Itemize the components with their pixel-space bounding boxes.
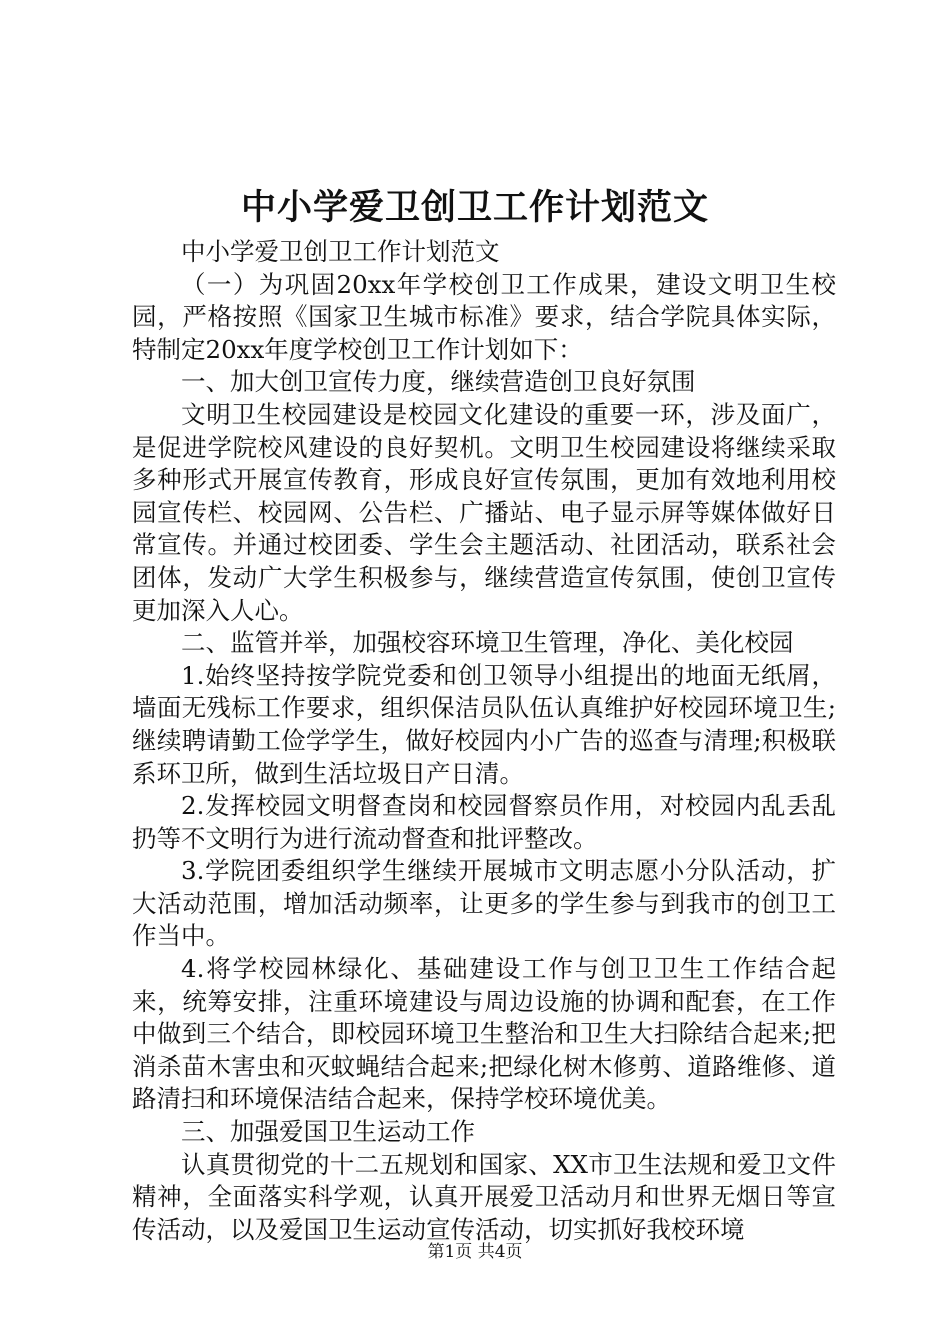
paragraph: 中小学爱卫创卫工作计划范文 <box>181 237 500 266</box>
document-title: 中小学爱卫创卫工作计划范文 <box>240 187 709 228</box>
paragraph: 2.发挥校园文明督查岗和校园督察员作用，对校园内乱丢乱扔等不文明行为进行流动督查和批评整改。 <box>132 791 836 853</box>
page-footer: 第1页 共4页 <box>427 1242 523 1262</box>
section-heading: 一、加大创卫宣传力度，继续营造创卫良好氛围 <box>181 367 696 397</box>
paragraph: 3.学院团委组织学生继续开展城市文明志愿小分队活动，扩大活动范围，增加活动频率，让更多的学生参与到我市的创卫工作当中。 <box>132 856 836 951</box>
section-heading: 二、监管并举，加强校容环境卫生管理，净化、美化校园 <box>181 628 794 658</box>
paragraph: 1.始终坚持按学院党委和创卫领导小组提出的地面无纸屑，墙面无残标工作要求，组织保洁员队伍认真维护好校园环境卫生;继续聘请勤工俭学学生，做好校园内小广告的巡查与清理;积极联系环卫所，做到生活垃圾日产日清。 <box>132 660 836 788</box>
section-heading: 三、加强爱国卫生运动工作 <box>181 1117 475 1147</box>
paragraph: 认真贯彻党的十二五规划和国家、XX市卫生法规和爱卫文件精神，全面落实科学观，认真开展爱卫活动月和世界无烟日等宣传活动，以及爱国卫生运动宣传活动，切实抓好我校环境 <box>132 1149 836 1244</box>
paragraph: （一）为巩固20xx年学校创卫工作成果，建设文明卫生校园，严格按照《国家卫生城市标准》要求，结合学院具体实际，特制定20xx年度学校创卫工作计划如下： <box>132 269 836 364</box>
paragraph: 文明卫生校园建设是校园文化建设的重要一环，涉及面广，是促进学院校风建设的良好契机。文明卫生校园建设将继续采取多种形式开展宣传教育，形成良好宣传氛围，更加有效地利用校园宣传栏、校园网、公告栏、广播站、电子显示屏等媒体做好日常宣传。并通过校团委、学生会主题活动、社团活动，联系社会团体，发动广大学生积极参与，继续营造宣传氛围，使创卫宣传更加深入人心。 <box>132 399 836 625</box>
paragraph: 4.将学校园林绿化、基础建设工作与创卫卫生工作结合起来，统筹安排，注重环境建设与周边设施的协调和配套，在工作中做到三个结合，即校园环境卫生整治和卫生大扫除结合起来;把消杀苗木害虫和灭蚊蝇结合起来;把绿化树木修剪、道路维修、道路清扫和环境保洁结合起来，保持学校环境优美。 <box>132 954 836 1114</box>
document-body <box>132 236 836 1246</box>
